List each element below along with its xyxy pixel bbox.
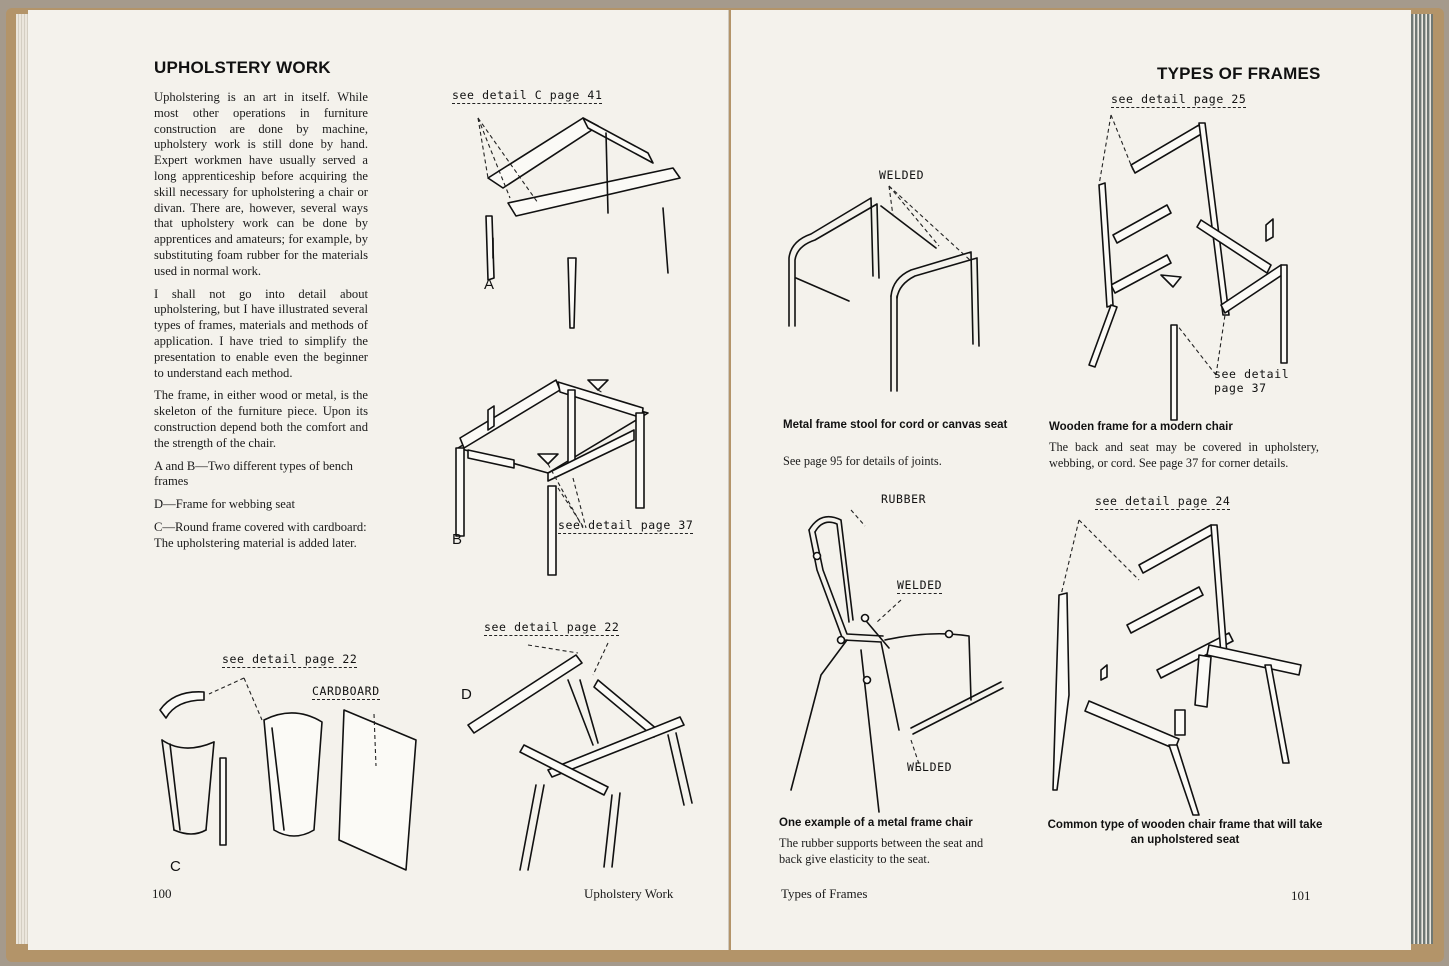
metal-chair-welded-bottom-label: WELDED bbox=[907, 760, 953, 774]
wood-modern-caption-title: Wooden frame for a modern chair bbox=[1049, 421, 1233, 433]
metal-chair-caption-title: One example of a metal frame chair bbox=[779, 817, 973, 829]
right-page-edges bbox=[1411, 14, 1433, 944]
metal-chair-figure bbox=[781, 500, 1011, 820]
left-page-edges bbox=[16, 14, 28, 944]
wood-modern-callout-bottom-line2: page 37 bbox=[1214, 381, 1267, 395]
figure-d-callout: see detail page 22 bbox=[484, 620, 620, 634]
wood-common-chair-figure bbox=[1049, 515, 1319, 815]
figure-c-letter: C bbox=[170, 858, 181, 875]
paragraph-intro: Upholstering is an art in itself. While most other operations in furniture construction are done by machine, upholstery work is still done by hand. Expert workmen have usually served a long apprenticeship before acquiring the skill necessary for upholstering a chair or divan. There are, however, several ways that upholstery work can be done by apprentices and amateurs; for example, by substituting foam rubber for the materials used in normal work. bbox=[154, 90, 368, 278]
left-body-text bbox=[154, 90, 368, 559]
right-running-footer: Types of Frames bbox=[781, 886, 868, 901]
stool-welded-label: WELDED bbox=[879, 168, 925, 182]
right-page bbox=[731, 10, 1411, 950]
wood-common-caption-title: Common type of wooden chair frame that will take an upholstered seat bbox=[1047, 819, 1323, 846]
figure-d-letter: D bbox=[461, 686, 472, 703]
figure-a-bench-frame bbox=[448, 108, 698, 338]
figure-a-callout: see detail C page 41 bbox=[452, 88, 603, 102]
figure-b-letter: B bbox=[452, 531, 463, 548]
wood-common-callout: see detail page 24 bbox=[1095, 494, 1231, 508]
wood-modern-callout-top: see detail page 25 bbox=[1111, 92, 1247, 106]
legend-c: C—Round frame covered with cardboard: The upholstering material is added later. bbox=[154, 519, 367, 550]
stool-caption-title: Metal frame stool for cord or canvas seat bbox=[783, 419, 1008, 431]
figure-a-letter: A bbox=[484, 276, 495, 293]
legend-d: D—Frame for webbing seat bbox=[154, 497, 295, 512]
right-page-number: 101 bbox=[1291, 888, 1311, 903]
figure-b-bench-frame bbox=[448, 368, 708, 578]
stool-caption-text: See page 95 for details of joints. bbox=[783, 454, 942, 468]
paragraph-approach: I shall not go into detail about upholstering, but I have illustrated several types of frames, materials and methods of application. I have tried to simplify the presentation to enable even the beginner to understand each method. bbox=[154, 286, 368, 380]
legend-a-b: A and B—Two different types of bench frames bbox=[154, 458, 353, 489]
metal-chair-welded-top-label: WELDED bbox=[897, 578, 943, 592]
figure-c-round-frame bbox=[154, 680, 404, 880]
left-page bbox=[28, 10, 729, 950]
metal-chair-rubber-label: RUBBER bbox=[881, 492, 927, 506]
figure-d-webbing-frame bbox=[458, 635, 718, 875]
figure-c-callout: see detail page 22 bbox=[222, 652, 358, 666]
figure-c-material-label: CARDBOARD bbox=[312, 684, 380, 698]
wood-modern-caption-text: The back and seat may be covered in upholstery, webbing, or cord. See page 37 for corner details. bbox=[1049, 440, 1319, 470]
paragraph-frame: The frame, in either wood or metal, is the skeleton of the furniture piece. Upon its construction depend both the comfort and the strength of the chair. bbox=[154, 388, 368, 450]
left-page-title: UPHOLSTERY WORK bbox=[154, 58, 331, 77]
right-page-title: TYPES OF FRAMES bbox=[1157, 64, 1321, 83]
metal-chair-caption-text: The rubber supports between the seat and back give elasticity to the seat. bbox=[779, 836, 984, 866]
wood-modern-callout-bottom bbox=[1214, 367, 1289, 395]
stool-frame-figure bbox=[781, 186, 991, 396]
left-running-footer: Upholstery Work bbox=[584, 886, 674, 901]
left-page-number: 100 bbox=[152, 886, 172, 901]
wood-modern-callout-bottom-line1: see detail bbox=[1214, 367, 1290, 381]
figure-b-callout: see detail page 37 bbox=[558, 518, 694, 532]
